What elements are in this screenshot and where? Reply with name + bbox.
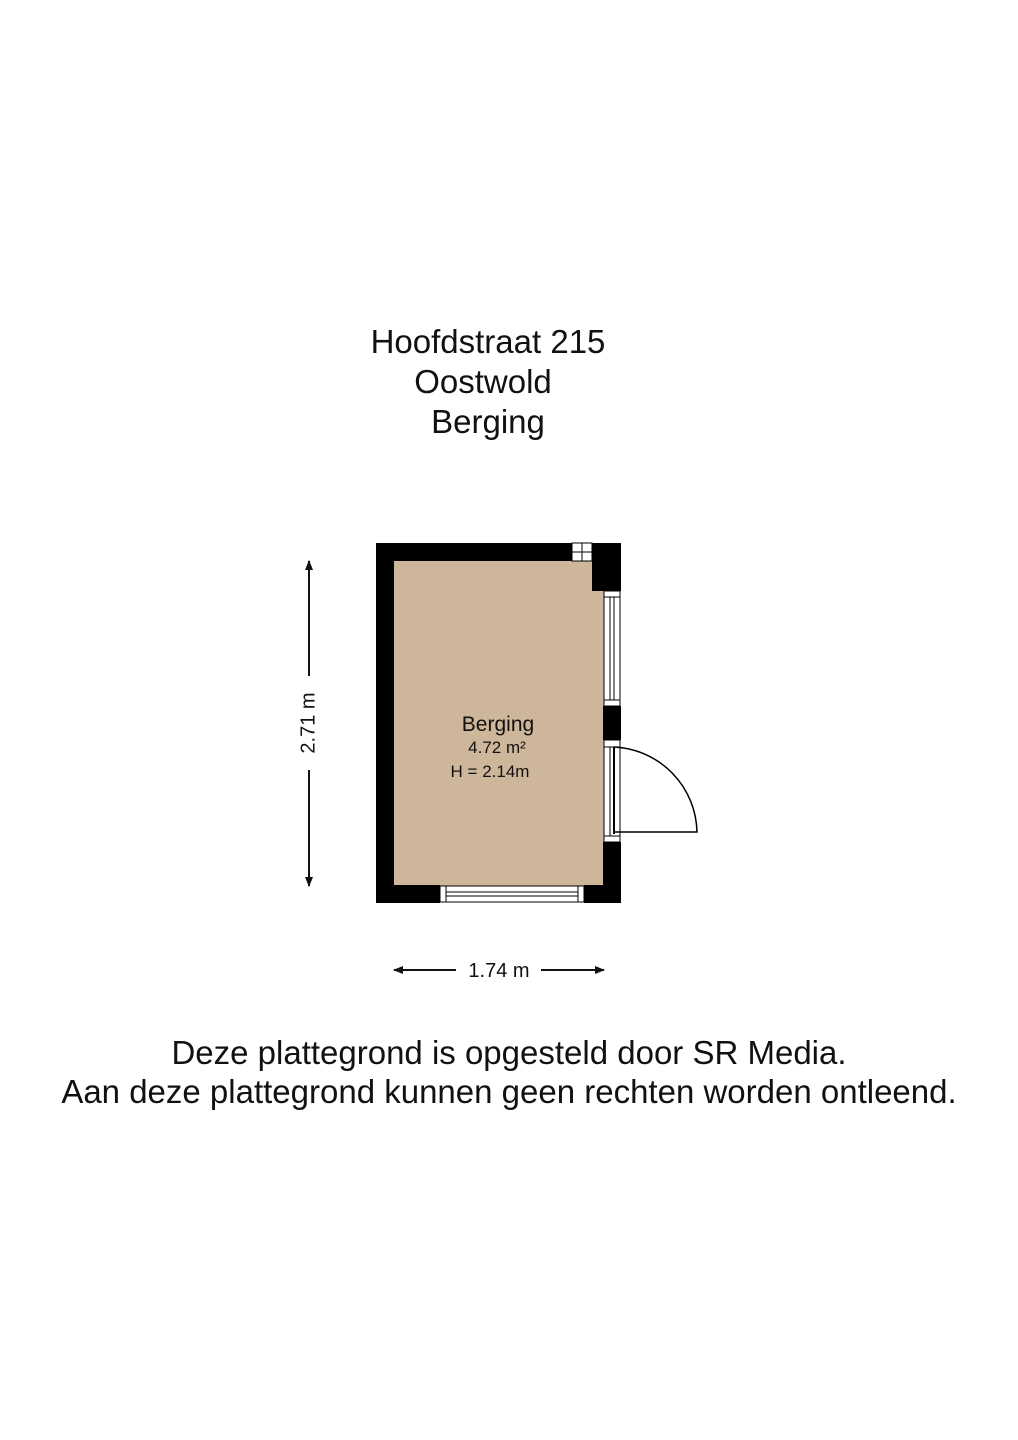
- room-name: Berging: [461, 713, 535, 736]
- height-dimension: [297, 561, 319, 886]
- door: [604, 740, 697, 842]
- room-height: H = 2.14m: [450, 762, 530, 781]
- disclaimer-line-1: Deze plattegrond is opgesteld door SR Media.: [171, 1034, 847, 1071]
- door-swing-arc: [614, 747, 697, 832]
- floor-title: Berging: [431, 403, 545, 440]
- wall-right-lower: [603, 842, 621, 903]
- width-dimension: [394, 960, 604, 982]
- wall-right-pier: [603, 706, 621, 740]
- top-vent: [572, 543, 592, 561]
- city-title: Oostwold: [414, 363, 552, 400]
- wall-top: [376, 543, 572, 561]
- wall-bottom-left: [376, 885, 440, 903]
- width-dimension-label: 1.74 m: [468, 960, 530, 982]
- disclaimer-line-2: Aan deze plattegrond kunnen geen rechten worden ontleend.: [61, 1073, 957, 1110]
- height-dimension-label: 2.71 m: [297, 692, 320, 754]
- wall-left: [376, 543, 394, 903]
- address-title: Hoofdstraat 215: [370, 323, 606, 360]
- bottom-window: [440, 886, 584, 902]
- right-window: [604, 591, 620, 706]
- wall-top-right-corner: [592, 543, 621, 591]
- room-area: 4.72 m²: [468, 738, 526, 757]
